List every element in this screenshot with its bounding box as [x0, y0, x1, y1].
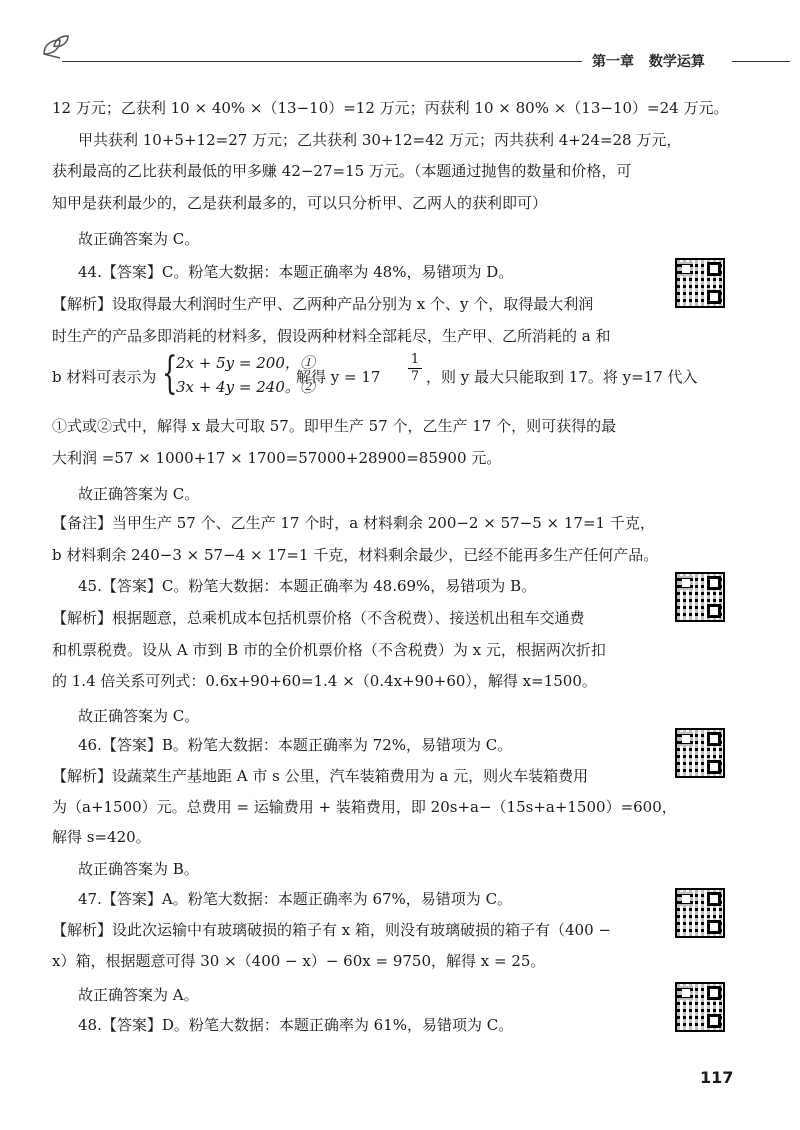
header-rule-left — [62, 61, 582, 62]
header-rule-right — [732, 61, 790, 62]
text-line: 故正确答案为 C。 — [78, 707, 200, 725]
section-label: 数学运算 — [648, 54, 705, 70]
text-line: 大利润 =57 × 1000+17 × 1700=57000+28900=85900 元。 — [52, 449, 502, 467]
qr-code[interactable] — [675, 888, 725, 938]
equation-1: 2x + 5y = 200，① — [176, 354, 315, 372]
page-header — [0, 30, 800, 70]
solution-tail: ，则 y 最大只能取到 17。将 y=17 代入 — [426, 368, 698, 386]
system-intro: b 材料可表示为 — [52, 368, 157, 386]
solution-text: 解得 y = 17 — [296, 368, 381, 386]
text-line: 时生产的产品多即消耗的材料多，假设两种材料全部耗尽，生产甲、乙所消耗的 a 和 — [52, 327, 611, 345]
analysis-line: 【解析】根据题意，总乘机成本包括机票价格（不含税费）、接送机出租车交通费 — [52, 609, 585, 627]
text-line: 故正确答案为 C。 — [78, 230, 200, 248]
analysis-line: 【解析】设蔬菜生产基地距 A 市 s 公里，汽车装箱费用为 a 元，则火车装箱费用 — [52, 767, 589, 785]
text-line: 12 万元；乙获利 10 × 40% ×（13−10）=12 万元；丙获利 10 × 80% ×（13−10）=24 万元。 — [52, 99, 729, 117]
qr-code[interactable] — [675, 258, 725, 308]
text-line: 知甲是获利最少的，乙是获利最多的，可以只分析甲、乙两人的获利即可） — [52, 194, 548, 212]
text-line: ①式或②式中，解得 x 最大可取 57。即甲生产 57 个，乙生产 17 个，则可获得的最 — [52, 417, 617, 435]
text-line: 解得 s=420。 — [52, 828, 151, 846]
answer-line: 47.【答案】A。粉笔大数据：本题正确率为 67%，易错项为 C。 — [78, 890, 513, 908]
text-line: 的 1.4 倍关系可列式：0.6x+90+60=1.4 ×（0.4x+90+60），解得 x=1500。 — [52, 672, 597, 690]
equation-2: 3x + 4y = 240。② — [176, 378, 315, 396]
text-line: 甲共获利 10+5+12=27 万元；乙共获利 30+12=42 万元；丙共获利 4+24=28 万元， — [78, 131, 682, 149]
page-number: 117 — [700, 1068, 734, 1087]
answer-line: 44.【答案】C。粉笔大数据：本题正确率为 48%，易错项为 D。 — [78, 263, 514, 281]
text-line: 故正确答案为 C。 — [78, 485, 200, 503]
text-line: x）箱，根据题意可得 30 ×（400 − x）− 60x = 9750，解得 x = 25。 — [52, 952, 546, 970]
text-line: 故正确答案为 B。 — [78, 860, 199, 878]
brace: { — [162, 348, 178, 399]
leaf-icon — [40, 32, 70, 62]
text-line: 和机票税费。设从 A 市到 B 市的全价机票价格（不含税费）为 x 元，根据两次折扣 — [52, 641, 606, 659]
analysis-line: 【解析】设此次运输中有玻璃破损的箱子有 x 箱，则没有玻璃破损的箱子有（400 − — [52, 921, 611, 939]
qr-code[interactable] — [675, 728, 725, 778]
fraction-denominator: 7 — [408, 368, 422, 385]
equation-system — [52, 348, 698, 400]
qr-code[interactable] — [675, 572, 725, 622]
text-line: 故正确答案为 A。 — [78, 986, 199, 1004]
text-line: 为（a+1500）元。总费用 = 运输费用 + 装箱费用，即 20s+a−（15s+a+1500）=600， — [52, 798, 677, 816]
chapter-title — [592, 51, 715, 71]
qr-code[interactable] — [675, 982, 725, 1032]
text-line: b 材料剩余 240−3 × 57−4 × 17=1 千克，材料剩余最少，已经不能再多生产任何产品。 — [52, 546, 659, 564]
text-line: 获利最高的乙比获利最低的甲多赚 42−27=15 万元。（本题通过抛售的数量和价格，可 — [52, 162, 632, 180]
chapter-label: 第一章 — [592, 54, 634, 70]
analysis-line: 【解析】设取得最大利润时生产甲、乙两种产品分别为 x 个、y 个，取得最大利润 — [52, 295, 594, 313]
fraction-numerator: 1 — [410, 352, 420, 367]
answer-line: 46.【答案】B。粉笔大数据：本题正确率为 72%，易错项为 C。 — [78, 736, 513, 754]
fraction — [408, 352, 422, 385]
note-line: 【备注】当甲生产 57 个、乙生产 17 个时，a 材料剩余 200−2 × 57−5 × 17=1 千克， — [52, 514, 655, 532]
answer-line: 48.【答案】D。粉笔大数据：本题正确率为 61%，易错项为 C。 — [78, 1016, 514, 1034]
answer-line: 45.【答案】C。粉笔大数据：本题正确率为 48.69%，易错项为 B。 — [78, 577, 537, 595]
